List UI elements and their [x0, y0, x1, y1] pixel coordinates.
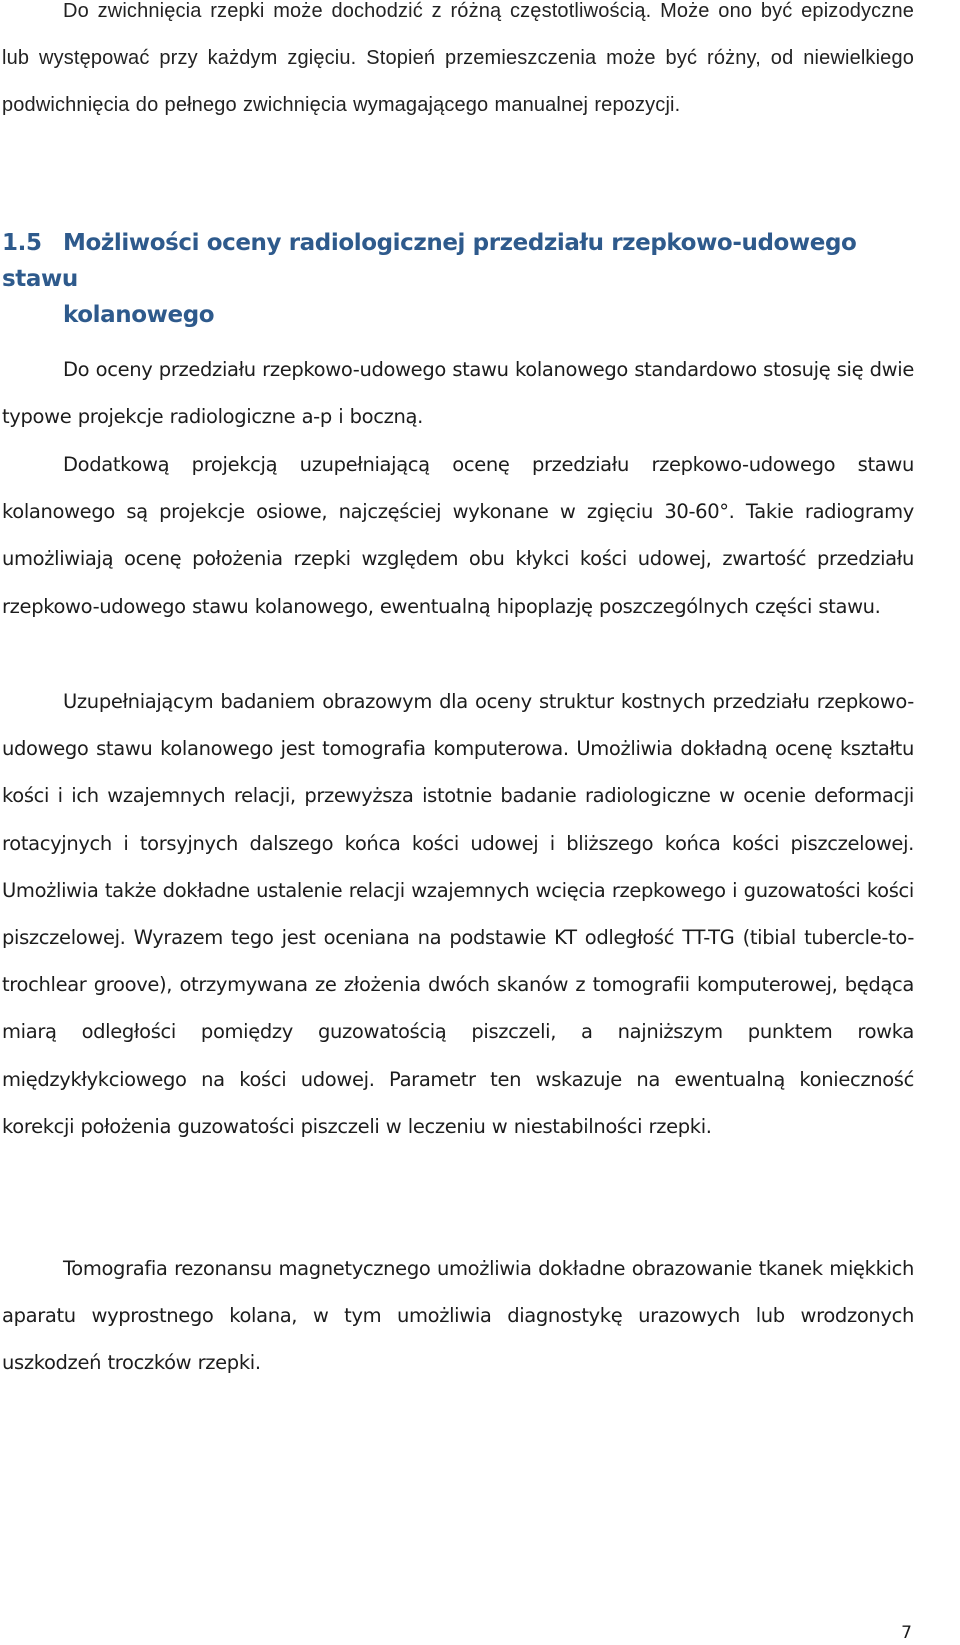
section-title-line1: Możliwości oceny radiologicznej przedziału rzepkowo-udowego stawu [2, 230, 857, 292]
paragraph-mri: Tomografia rezonansu magnetycznego umożliwia dokładne obrazowanie tkanek miękkich aparatu wyprostnego kolana, w tym umożliwia diagnostykę urazowych lub wrodzonych uszkodzeń troczków rzepki. [2, 1257, 914, 1375]
page-number: 7 [901, 1623, 912, 1643]
section-title-line2: kolanowego [63, 302, 215, 328]
paragraph-computed-tomography: Uzupełniającym badaniem obrazowym dla oceny struktur kostnych przedziału rzepkowo-udowego stawu kolanowego jest tomografia komputerowa. Umożliwia dokładną ocenę kształtu kości i ich wzajemnych relacji, przewyższa istotnie badanie radiologiczne w ocenie deformacji rotacyjnych i torsyjnych dalszego końca kości udowej i bliższego końca kości piszczelowej. Umożliwia także dokładne ustalenie relacji wzajemnych wcięcia rzepkowego i guzowatości kości piszczelowej. Wyrazem tego jest oceniana na podstawie KT odległość TT-TG (tibial tubercle-to-trochlear groove), otrzymywana ze złożenia dwóch skanów z tomografii komputerowej, będąca miarą odległości pomiędzy guzowatością piszczeli, a najniższym punktem rowka międzykłykciowego na kości udowej. Parametr ten wskazuje na ewentualną konieczność korekcji położenia guzowatości piszczeli w leczeniu w niestabilności rzepki. [2, 690, 914, 1138]
section-heading [2, 225, 914, 333]
section-number: 1.5 [2, 230, 42, 256]
paragraph-axial-projections: Dodatkową projekcją uzupełniającą ocenę przedziału rzepkowo-udowego stawu kolanowego są projekcje osiowe, najczęściej wykonane w zgięciu 30-60°. Takie radiogramy umożliwiają ocenę położenia rzepki względem obu kłykci kości udowej, zwartość przedziału rzepkowo-udowego stawu kolanowego, ewentualną hipoplazję poszczególnych części stawu. [2, 453, 914, 618]
paragraph-standard-projections: Do oceny przedziału rzepkowo-udowego stawu kolanowego standardowo stosuję się dwie typowe projekcje radiologiczne a-p i boczną. [2, 358, 914, 429]
intro-paragraph: Do zwichnięcia rzepki może dochodzić z różną częstotliwością. Może ono być epizodyczne lub występować przy każdym zgięciu. Stopień przemieszczenia może być różny, od niewielkiego podwichnięcia do pełnego zwichnięcia wymagającego manualnej repozycji. [2, 0, 914, 117]
